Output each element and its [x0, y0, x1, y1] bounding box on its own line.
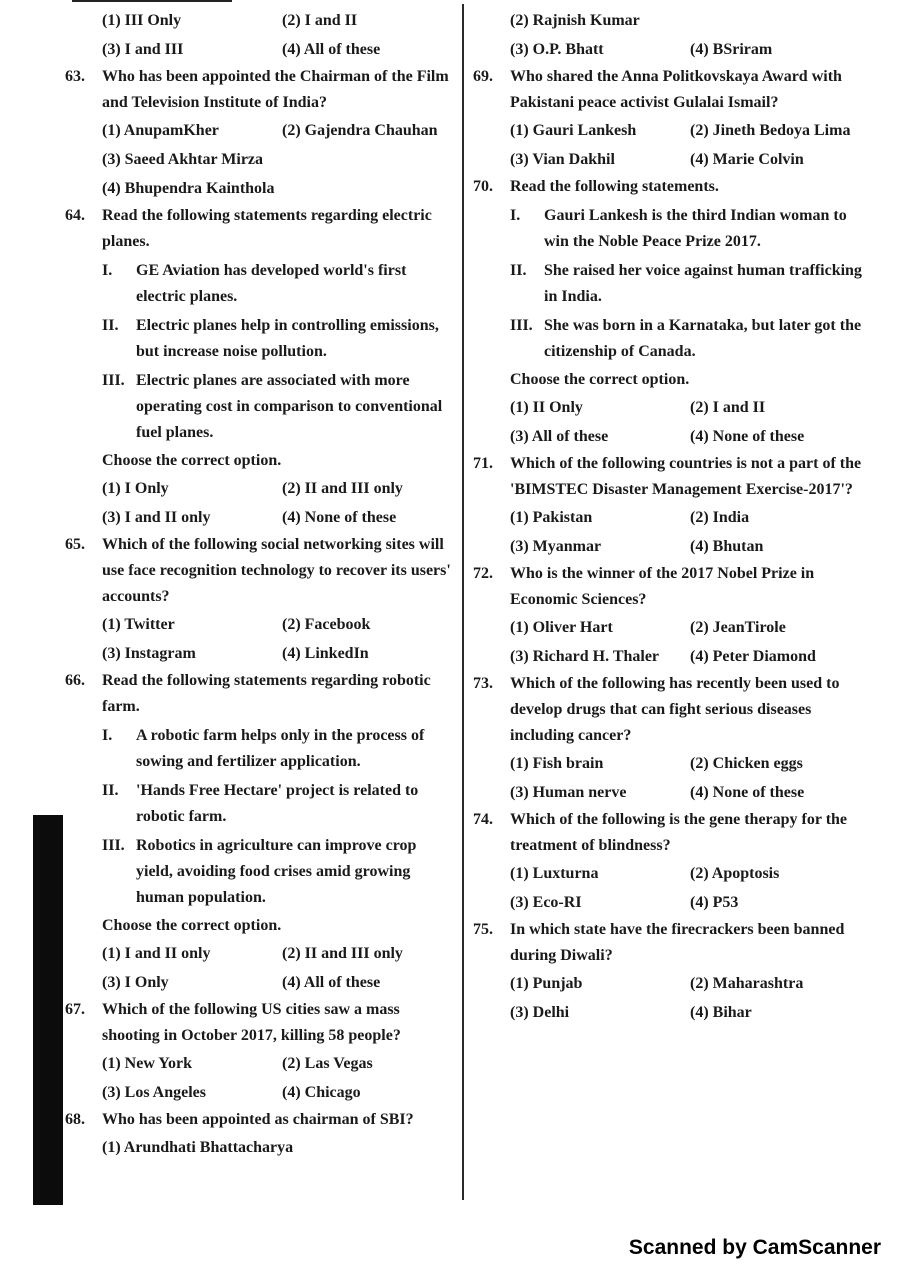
option: (1) Punjab: [510, 975, 583, 992]
question-text: Who is the winner of the 2017 Nobel Prize in Economic Sciences?: [510, 565, 815, 608]
statement: [62, 778, 457, 830]
statement-text: A robotic farm helps only in the process of sowing and fertilizer application.: [136, 727, 425, 770]
question-67: [62, 997, 457, 1107]
statement-text: Robotics in agriculture can improve crop yield, avoiding food crises amid growing human population.: [136, 837, 417, 906]
question-70: [470, 174, 865, 451]
option: (1) I and II only: [102, 945, 211, 962]
option: (2) Jineth Bedoya Lima: [690, 122, 851, 139]
statement-text: GE Aviation has developed world's first electric planes.: [136, 262, 407, 305]
option: (4) LinkedIn: [282, 645, 369, 662]
question-text: Who has been appointed the Chairman of the Film and Television Institute of India?: [102, 68, 449, 111]
question-number: 72.: [473, 565, 493, 582]
statement-number: III.: [102, 837, 125, 854]
option: (2) I and II: [282, 12, 358, 29]
option: (2) II and III only: [282, 480, 403, 497]
option: (4) Peter Diamond: [690, 648, 816, 665]
question-number: 66.: [65, 672, 85, 689]
question-text: Which of the following has recently been used to develop drugs that can fight serious diseases including cancer?: [510, 675, 840, 744]
right-column: [470, 6, 865, 1027]
question-66: [62, 668, 457, 997]
option: (4) Bihar: [690, 1004, 752, 1021]
option: (4) All of these: [282, 974, 381, 991]
option: (4) Chicago: [282, 1084, 361, 1101]
option: (4) None of these: [690, 784, 805, 801]
question-number: 71.: [473, 455, 493, 472]
statement-number: III.: [102, 372, 125, 389]
question-text: Who has been appointed as chairman of SBI?: [102, 1111, 414, 1128]
question-number: 63.: [65, 68, 85, 85]
option: (3) Saeed Akhtar Mirza: [102, 151, 264, 168]
statement-text: Electric planes help in controlling emissions, but increase noise pollution.: [136, 317, 439, 360]
top-rule: [72, 0, 232, 2]
option: (2) Maharashtra: [690, 975, 804, 992]
option: (1) AnupamKher: [102, 122, 219, 139]
question-73: [470, 671, 865, 807]
question-72: [470, 561, 865, 671]
option: (4) P53: [690, 894, 739, 911]
option: (1) Pakistan: [510, 509, 593, 526]
statement: [62, 368, 457, 446]
question-text: Which of the following social networking sites will use face recognition technology to recover its users' accounts?: [102, 536, 451, 605]
statement-number: II.: [102, 782, 119, 799]
option: (1) New York: [102, 1055, 193, 1072]
choose-instruction: Choose the correct option.: [510, 371, 690, 388]
question-number: 73.: [473, 675, 493, 692]
question-69: [470, 64, 865, 174]
option: (4) None of these: [690, 428, 805, 445]
question-text: Which of the following countries is not a part of the 'BIMSTEC Disaster Management Exercise-2017'?: [510, 455, 862, 498]
option: (1) Fish brain: [510, 755, 604, 772]
statement-text: Gauri Lankesh is the third Indian woman to win the Noble Peace Prize 2017.: [544, 207, 847, 250]
column-divider: [462, 4, 464, 1200]
statement: [470, 258, 865, 310]
option: (1) III Only: [102, 12, 182, 29]
question-text: Which of the following US cities saw a mass shooting in October 2017, killing 58 people?: [102, 1001, 401, 1044]
option: (4) Bhupendra Kainthola: [102, 180, 275, 197]
statement: [62, 313, 457, 365]
choose-instruction: Choose the correct option.: [102, 917, 282, 934]
statement-number: I.: [510, 207, 521, 224]
option: (4) BSriram: [690, 41, 773, 58]
question-text: Which of the following is the gene therapy for the treatment of blindness?: [510, 811, 848, 854]
option: (2) Rajnish Kumar: [510, 12, 640, 29]
statement: [62, 723, 457, 775]
statement-number: I.: [102, 727, 113, 744]
scan-edge-shadow: [33, 815, 63, 1205]
option: (2) I and II: [690, 399, 766, 416]
question-number: 64.: [65, 207, 85, 224]
scanner-watermark: Scanned by CamScanner: [628, 1236, 881, 1259]
question-75: [470, 917, 865, 1027]
option: (2) Las Vegas: [282, 1055, 373, 1072]
statement: [470, 313, 865, 365]
option: (1) Arundhati Bhattacharya: [102, 1139, 294, 1156]
question-number: 68.: [65, 1111, 85, 1128]
left-column: [62, 6, 457, 1162]
option: (2) Gajendra Chauhan: [282, 122, 438, 139]
statement: [62, 258, 457, 310]
question-text: Read the following statements regarding robotic farm.: [102, 672, 431, 715]
question-number: 65.: [65, 536, 85, 553]
question-number: 75.: [473, 921, 493, 938]
statement-text: 'Hands Free Hectare' project is related to robotic farm.: [136, 782, 419, 825]
option: (3) I Only: [102, 974, 169, 991]
statement: [470, 203, 865, 255]
statement-text: She was born in a Karnataka, but later got the citizenship of Canada.: [544, 317, 862, 360]
question-number: 70.: [473, 178, 493, 195]
option: (1) I Only: [102, 480, 169, 497]
option: (4) Marie Colvin: [690, 151, 804, 168]
question-text: Read the following statements regarding electric planes.: [102, 207, 432, 250]
question-65: [62, 532, 457, 668]
option: (2) Chicken eggs: [690, 755, 803, 772]
option: (3) Myanmar: [510, 538, 602, 555]
question-74: [470, 807, 865, 917]
question-68: [62, 1107, 457, 1162]
option: (4) None of these: [282, 509, 397, 526]
option: (3) Delhi: [510, 1004, 570, 1021]
question-number: 69.: [473, 68, 493, 85]
question-68-tail: [470, 6, 865, 64]
statement-text: Electric planes are associated with more operating cost in comparison to conventional fuel planes.: [136, 372, 443, 441]
option: (3) I and III: [102, 41, 184, 58]
question-text: Read the following statements.: [510, 178, 719, 195]
question-64: [62, 203, 457, 532]
option: (3) O.P. Bhatt: [510, 41, 604, 58]
question-text: In which state have the firecrackers been banned during Diwali?: [510, 921, 845, 964]
statement-number: II.: [510, 262, 527, 279]
option: (4) All of these: [282, 41, 381, 58]
question-text: Who shared the Anna Politkovskaya Award with Pakistani peace activist Gulalai Ismail?: [510, 68, 842, 111]
option: (3) Eco-RI: [510, 894, 582, 911]
option: (3) Instagram: [102, 645, 196, 662]
option: (1) Oliver Hart: [510, 619, 613, 636]
question-number: 74.: [473, 811, 493, 828]
option: (1) Luxturna: [510, 865, 599, 882]
option: (2) JeanTirole: [690, 619, 786, 636]
question-63: [62, 64, 457, 203]
option: (3) All of these: [510, 428, 609, 445]
option: (3) Richard H. Thaler: [510, 648, 660, 665]
question-71: [470, 451, 865, 561]
option: (2) II and III only: [282, 945, 403, 962]
option: (2) Facebook: [282, 616, 371, 633]
question-number: 67.: [65, 1001, 85, 1018]
statement-text: She raised her voice against human trafficking in India.: [544, 262, 862, 305]
statement-number: I.: [102, 262, 113, 279]
option: (1) Gauri Lankesh: [510, 122, 637, 139]
option: (1) II Only: [510, 399, 583, 416]
option: (3) Vian Dakhil: [510, 151, 615, 168]
option: (4) Bhutan: [690, 538, 764, 555]
statement-number: II.: [102, 317, 119, 334]
option: (3) Human nerve: [510, 784, 627, 801]
option: (2) Apoptosis: [690, 865, 780, 882]
statement: [62, 833, 457, 911]
option: (3) I and II only: [102, 509, 211, 526]
option: (1) Twitter: [102, 616, 175, 633]
option: (2) India: [690, 509, 750, 526]
option: (3) Los Angeles: [102, 1084, 206, 1101]
question-62-tail: [62, 6, 457, 64]
choose-instruction: Choose the correct option.: [102, 452, 282, 469]
statement-number: III.: [510, 317, 533, 334]
